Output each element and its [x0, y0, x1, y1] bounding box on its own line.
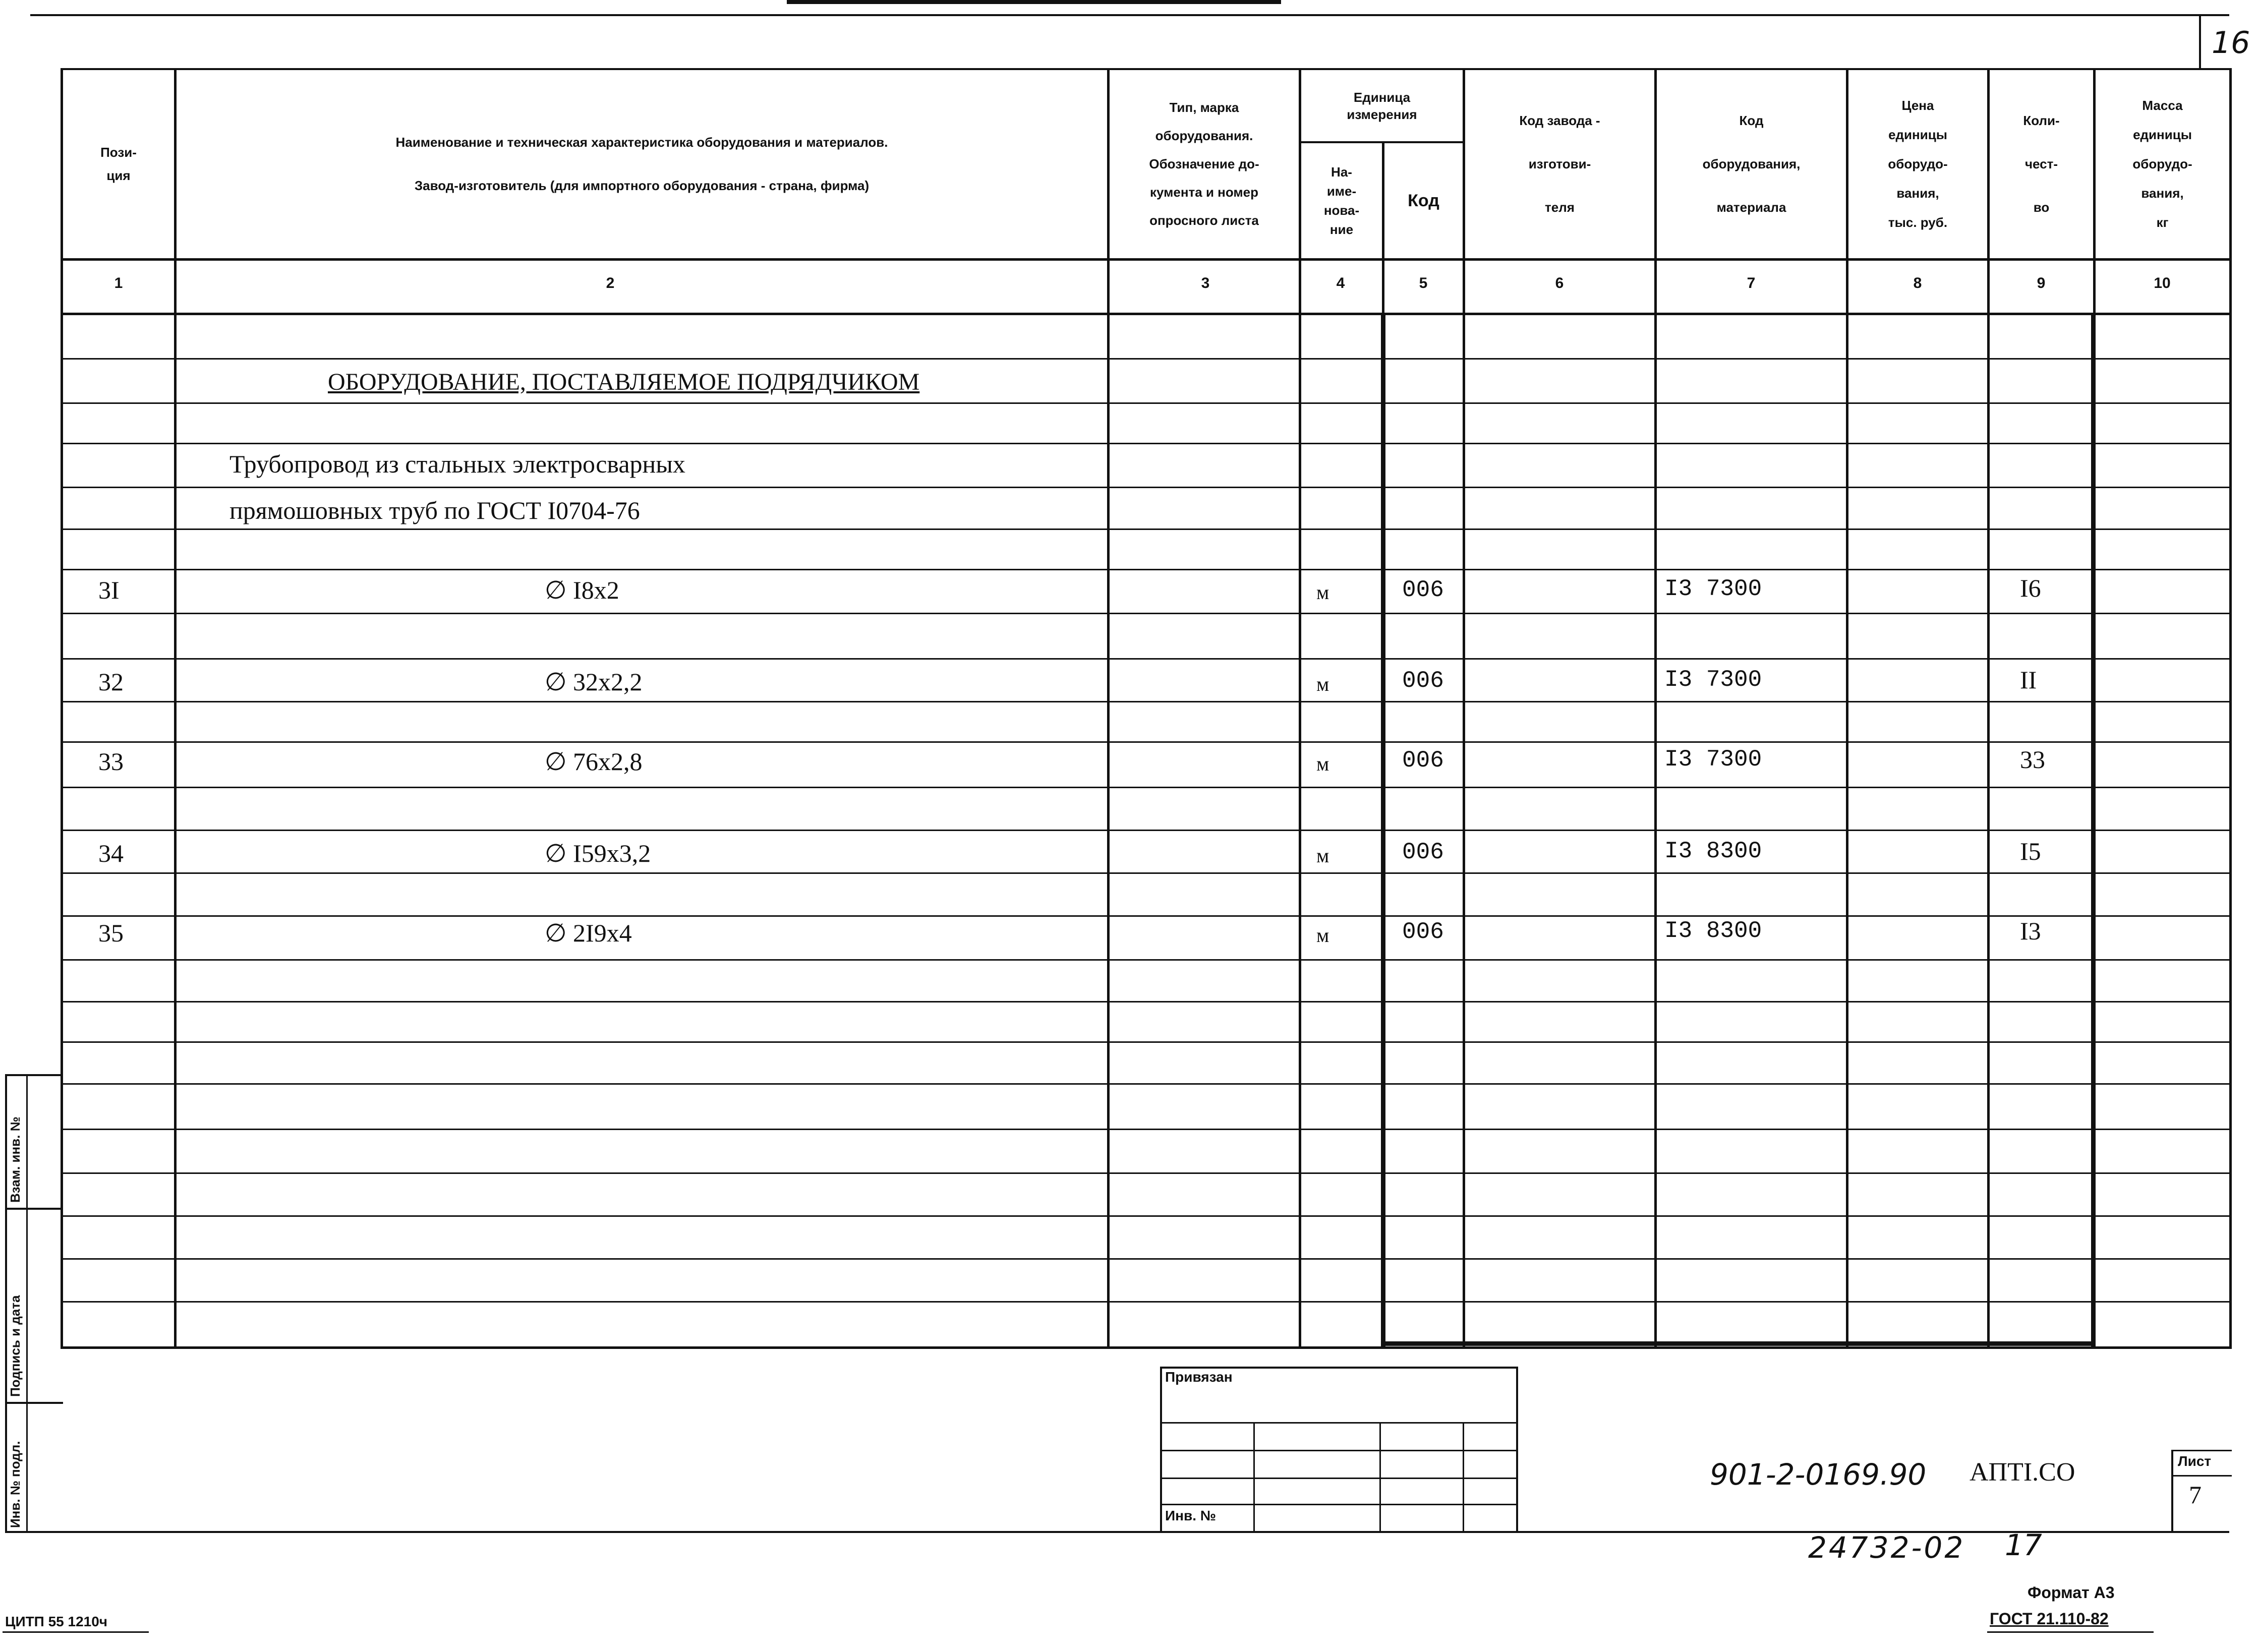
header-name: Наименование и техническая характеристика оборудования и материалов. Завод-изготовитель (для импортного оборудования - страна, фирма) [395, 135, 888, 193]
group-title-line2: прямошовных труб по ГОСТ I0704-76 [229, 496, 640, 524]
row-name: ∅ 32x2,2 [545, 668, 643, 696]
header-mass: Масса единицы оборудо- вания, кг [2132, 98, 2192, 230]
row-material-code: I3 8300 [1664, 838, 1762, 864]
row-divider [61, 1172, 2232, 1174]
row-name: ∅ I8x2 [545, 576, 619, 604]
column-number: 3 [1201, 275, 1210, 291]
row-quantity: I5 [2020, 837, 2041, 865]
column-number: 7 [1747, 275, 1756, 291]
row-unit: м [1316, 752, 1329, 775]
header-unit-group: Единица измерения [1347, 90, 1417, 122]
row-divider [61, 1129, 2232, 1130]
row-divider [61, 1083, 2232, 1085]
section-title: ОБОРУДОВАНИЕ, ПОСТАВЛЯЕМОЕ ПОДРЯДЧИКОМ [328, 369, 920, 395]
row-divider [61, 1215, 2232, 1217]
row-unit-code: 006 [1402, 839, 1444, 865]
header-manufacturer-code: Код завода - изготови- теля [1519, 113, 1600, 215]
corner-sheet-number: 16 [2212, 25, 2250, 61]
side-label-vzam: Взам. инв. № [8, 1116, 23, 1203]
row-position: 33 [98, 747, 124, 776]
row-divider [61, 872, 2232, 874]
column-number: 10 [2154, 275, 2171, 291]
archive-suffix: 17 [2005, 1528, 2042, 1562]
column-number: 2 [606, 275, 615, 291]
row-name: ∅ 76x2,8 [545, 747, 643, 776]
row-divider [61, 701, 2232, 702]
sheet-label: Лист [2178, 1453, 2212, 1469]
row-divider [61, 741, 2232, 743]
column-number: 8 [1913, 275, 1922, 291]
row-quantity: 33 [2020, 745, 2045, 774]
row-unit: м [1316, 673, 1329, 695]
gost-label: ГОСТ 21.110-82 [1990, 1610, 2109, 1628]
row-quantity: I3 [2020, 917, 2041, 945]
header-unit-code: Код [1408, 191, 1439, 210]
format-label: Формат А3 [2028, 1583, 2115, 1602]
column-number: 4 [1336, 275, 1345, 291]
side-label-sign-date: Подпись и дата [8, 1295, 23, 1397]
row-unit: м [1316, 844, 1329, 867]
column-number: 5 [1419, 275, 1428, 291]
row-divider [61, 658, 2232, 660]
header-quantity: Коли- чест- во [2023, 113, 2060, 215]
row-divider [61, 787, 2232, 788]
row-position: 35 [98, 919, 124, 947]
row-material-code: I3 7300 [1664, 667, 1762, 693]
row-material-code: I3 7300 [1664, 746, 1762, 773]
row-position: 3I [98, 576, 120, 604]
row-divider [61, 528, 2232, 530]
row-quantity: II [2020, 666, 2037, 694]
header-price: Цена единицы оборудо- вания, тыс. руб. [1888, 98, 1948, 230]
row-quantity: I6 [2020, 574, 2041, 602]
row-unit: м [1316, 581, 1329, 604]
row-unit-code: 006 [1402, 747, 1444, 774]
header-material-code: Код оборудования, материала [1702, 113, 1801, 215]
row-divider [61, 959, 2232, 961]
doc-number: 901-2-0169.90 [1710, 1457, 1927, 1492]
column-number: 1 [114, 275, 123, 291]
header-type: Тип, марка оборудования. Обозначение до- кумента и номер опросного листа [1149, 100, 1259, 228]
row-unit-code: 006 [1402, 668, 1444, 694]
row-name: ∅ I59x3,2 [545, 839, 651, 867]
doc-code: АПТI.СО [1970, 1458, 2075, 1487]
row-divider [61, 915, 2232, 917]
column-number: 6 [1555, 275, 1564, 291]
stamp-attached-label: Привязан [1165, 1369, 1233, 1385]
row-divider [61, 613, 2232, 614]
row-divider [61, 487, 2232, 488]
row-divider [61, 1258, 2232, 1260]
sheet-number: 7 [2189, 1481, 2202, 1509]
header-position: Пози- ция [100, 145, 137, 183]
archive-number: 24732-02 [1808, 1530, 1965, 1565]
row-unit: м [1316, 924, 1329, 947]
row-unit-code: 006 [1402, 919, 1444, 945]
row-position: 32 [98, 668, 124, 696]
row-divider [61, 569, 2232, 570]
row-divider [61, 443, 2232, 444]
group-title-line1: Трубопровод из стальных электросварных [229, 450, 685, 478]
header-unit-name: На- име- нова- ние [1323, 164, 1360, 237]
printer-code: ЦИТП 55 1210ч [5, 1614, 108, 1629]
column-number: 9 [2037, 275, 2046, 291]
row-divider [61, 1001, 2232, 1002]
row-divider [61, 830, 2232, 831]
row-divider [61, 402, 2232, 404]
row-divider [61, 1041, 2232, 1043]
side-label-inv-podl: Инв. № подл. [8, 1441, 23, 1528]
row-position: 34 [98, 839, 124, 867]
row-divider [61, 358, 2232, 360]
stamp-inv-label: Инв. № [1165, 1508, 1217, 1523]
row-name: ∅ 2I9x4 [545, 919, 632, 947]
row-unit-code: 006 [1402, 577, 1444, 603]
row-material-code: I3 7300 [1664, 576, 1762, 602]
row-divider [61, 1301, 2232, 1303]
row-material-code: I3 8300 [1664, 918, 1762, 944]
